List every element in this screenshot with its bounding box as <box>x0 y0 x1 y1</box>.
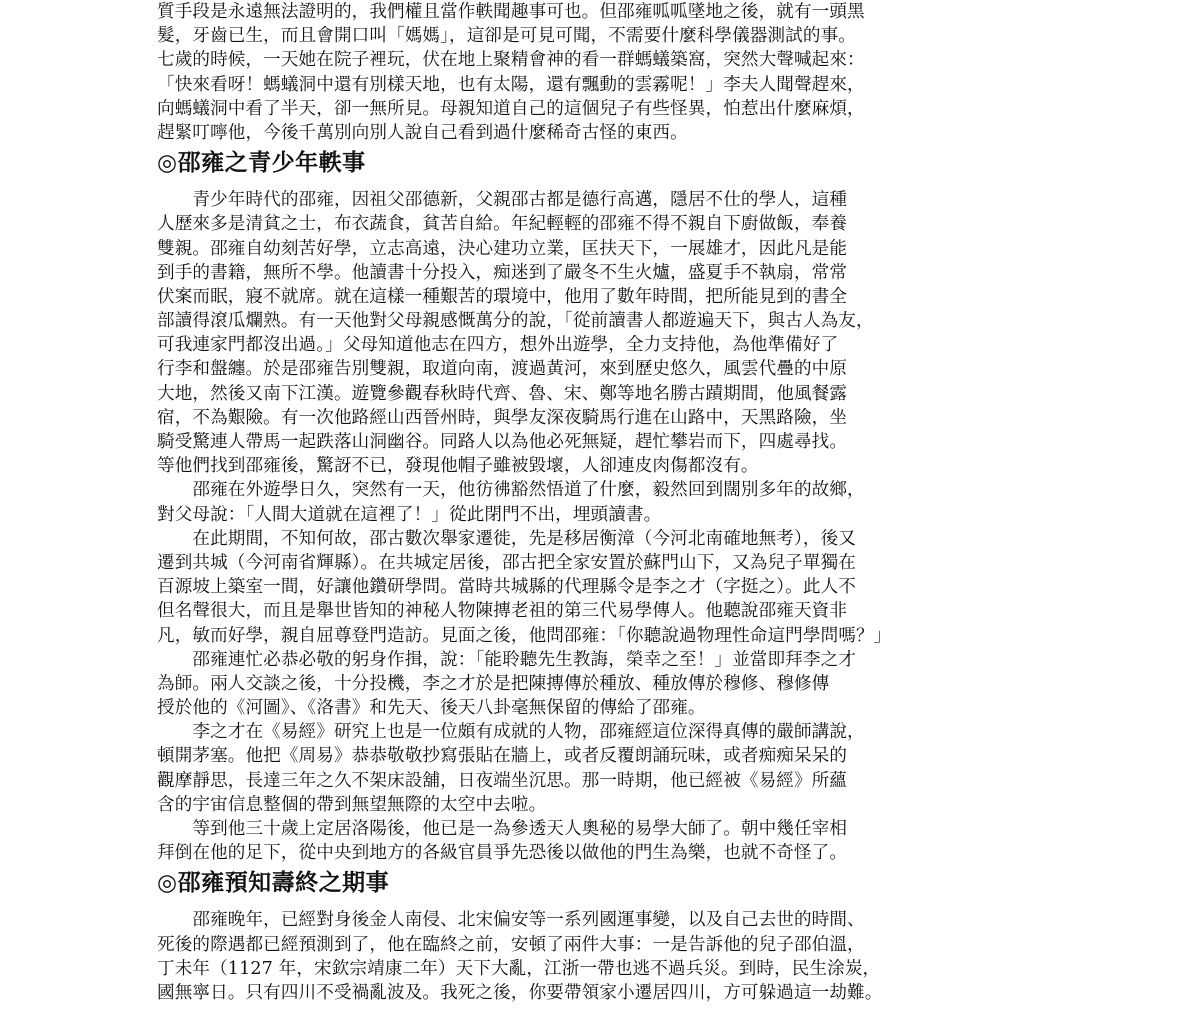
text-line: 為師。兩人交談之後，十分投機，李之才於是把陳摶傳於種放、種放傳於穆修、穆修傳 <box>157 673 830 694</box>
text-line: 國無寧日。只有四川不受禍亂波及。我死之後，你要帶領家小遷居四川，方可躲過這一劫難。 <box>157 982 883 1003</box>
text-line: 到手的書籍，無所不學。他讀書十分投入，痴迷到了嚴冬不生火爐，盛夏手不執扇，常常 <box>157 262 848 283</box>
text-line: 觀摩靜思，長達三年之久不架床設舖，日夜端坐沉思。那一時期，他已經被《易經》所蘊 <box>157 770 848 791</box>
text-line: 青少年時代的邵雍，因祖父邵德新，父親邵古都是德行高邁，隱居不仕的學人，這種 <box>157 190 848 211</box>
text-line: 含的宇宙信息整個的帶到無望無際的太空中去啦。 <box>157 794 547 815</box>
text-line: 可我連家門都沒出過。」父母知道他志在四方，想外出遊學，全力支持他，為他準備好了 <box>157 335 839 356</box>
text-line: 七歲的時候，一天她在院子裡玩，伏在地上聚精會神的看一群螞蟻築窩，突然大聲喊起來： <box>157 50 865 71</box>
text-line: 授於他的《河圖》、《洛書》和先天、後天八卦毫無保留的傳給了邵雍。 <box>157 698 706 719</box>
section-1-text <box>157 0 1037 145</box>
section-heading-death-foretold: ◎邵雍預知壽終之期事 <box>157 870 390 897</box>
text-line: 大地，然後又南下江漢。遊覽參觀春秋時代齊、魯、宋、鄭等地名勝古蹟期間，他風餐露 <box>157 383 848 404</box>
text-line: 等他們找到邵雍後，驚訝不已，發現他帽子雖被毀壞，人卻連皮肉傷都沒有。 <box>157 456 759 477</box>
text-line: 質手段是永遠無法證明的，我們權且當作軼聞趣事可也。但邵雍呱呱墜地之後，就有一頭黑 <box>157 2 865 22</box>
text-line: 雙親。邵雍自幼刻苦好學，立志高遠，決心建功立業，匡扶天下，一展雄才，因此凡是能 <box>157 238 848 259</box>
text-line: 行李和盤纏。於是邵雍告別雙親，取道向南，渡過黃河，來到歷史悠久，風雲代疊的中原 <box>157 359 848 380</box>
text-line: 等到他三十歲上定居洛陽後，他已是一為參透天人奧秘的易學大師了。朝中幾任宰相 <box>157 819 848 839</box>
section-3-text <box>157 908 1037 1005</box>
text-line: 宿，不為艱險。有一次他路經山西晉州時，與學友深夜騎馬行進在山路中，天黑路險，坐 <box>157 407 848 428</box>
text-line: 「快來看呀！螞蟻洞中還有別樣天地，也有太陽，還有飄動的雲霧呢！」李夫人聞聲趕來， <box>157 74 865 95</box>
text-line: 邵雍晚年，已經對身後金人南侵、北宋偏安等一系列國運事變，以及自己去世的時間、 <box>157 910 865 931</box>
text-line: 邵雍在外遊學日久，突然有一天，他彷彿豁然悟道了什麼，毅然回到闊別多年的故鄉， <box>157 480 865 501</box>
text-line: 李之才在《易經》研究上也是一位頗有成就的人物，邵雍經這位深得真傳的嚴師講說， <box>157 722 865 743</box>
section-2-text <box>157 188 1037 865</box>
text-line: 對父母說：「人間大道就在這裡了！」從此閉門不出，埋頭讀書。 <box>157 504 662 525</box>
text-line: 拜倒在他的足下，從中央到地方的各級官員爭先恐後以做他的門生為樂，也就不奇怪了。 <box>157 843 848 864</box>
text-line: 但名聲很大，而且是舉世皆知的神秘人物陳摶老祖的第三代易學傳人。他聽說邵雍天資非 <box>157 601 848 622</box>
text-line: 在此期間，不知何故，邵古數次舉家遷徙，先是移居衡漳（今河北南確地無考），後又 <box>157 528 856 549</box>
text-line: 髮，牙齒已生，而且會開口叫「媽媽」，這卻是可見可聞，不需要什麼科學儀器測試的事。 <box>157 26 856 47</box>
text-line: 邵雍連忙必恭必敬的躬身作揖，說：「能聆聽先生教誨，榮幸之至！」並當即拜李之才 <box>157 649 856 670</box>
text-line: 部讀得滾瓜爛熟。有一天他對父母親感慨萬分的說，「從前讀書人都遊遍天下，與古人為友， <box>157 311 874 332</box>
text-line: 人歷來多是清貧之士，布衣蔬食，貧苦自給。年紀輕輕的邵雍不得不親自下廚做飯，奉養 <box>157 214 848 235</box>
text-line: 遷到共城（今河南省輝縣）。在共城定居後，邵古把全家安置於蘇門山下，又為兒子單獨在 <box>157 552 856 573</box>
text-line: 死後的際遇都已經預測到了，他在臨終之前，安頓了兩件大事：一是告訴他的兒子邵伯溫， <box>157 934 865 955</box>
text-line: 向螞蟻洞中看了半天，卻一無所見。母親知道自己的這個兒子有些怪異，怕惹出什麼麻煩， <box>157 98 865 119</box>
text-line: 丁未年（1127 年，宋欽宗靖康二年）天下大亂，江浙一帶也逃不過兵災。到時，民生涂炭， <box>157 958 881 979</box>
text-line: 百源坡上築室一間，好讓他鑽研學問。當時共城縣的代理縣令是李之才（字挺之）。此人不 <box>157 577 856 598</box>
text-line: 頓開茅塞。他把《周易》恭恭敬敬抄寫張貼在牆上，或者反覆朗誦玩味，或者痴痴呆呆的 <box>157 746 848 767</box>
document-page <box>157 0 1037 1005</box>
text-line: 趕緊叮嚀他，今後千萬別向別人說自己看到過什麼稀奇古怪的東西。 <box>157 122 688 143</box>
text-line: 騎受驚連人帶馬一起跌落山洞幽谷。同路人以為他必死無疑，趕忙攀岩而下，四處尋找。 <box>157 432 848 452</box>
text-line: 伏案而眠，寢不就席。就在這樣一種艱苦的環境中，他用了數年時間，把所能見到的書全 <box>157 286 848 307</box>
section-heading-youth: ◎邵雍之青少年軼事 <box>157 150 366 177</box>
text-line: 凡，敏而好學，親自屈尊登門造訪。見面之後，他問邵雍：「你聽說過物理性命這門學問嗎？」 <box>157 625 892 646</box>
